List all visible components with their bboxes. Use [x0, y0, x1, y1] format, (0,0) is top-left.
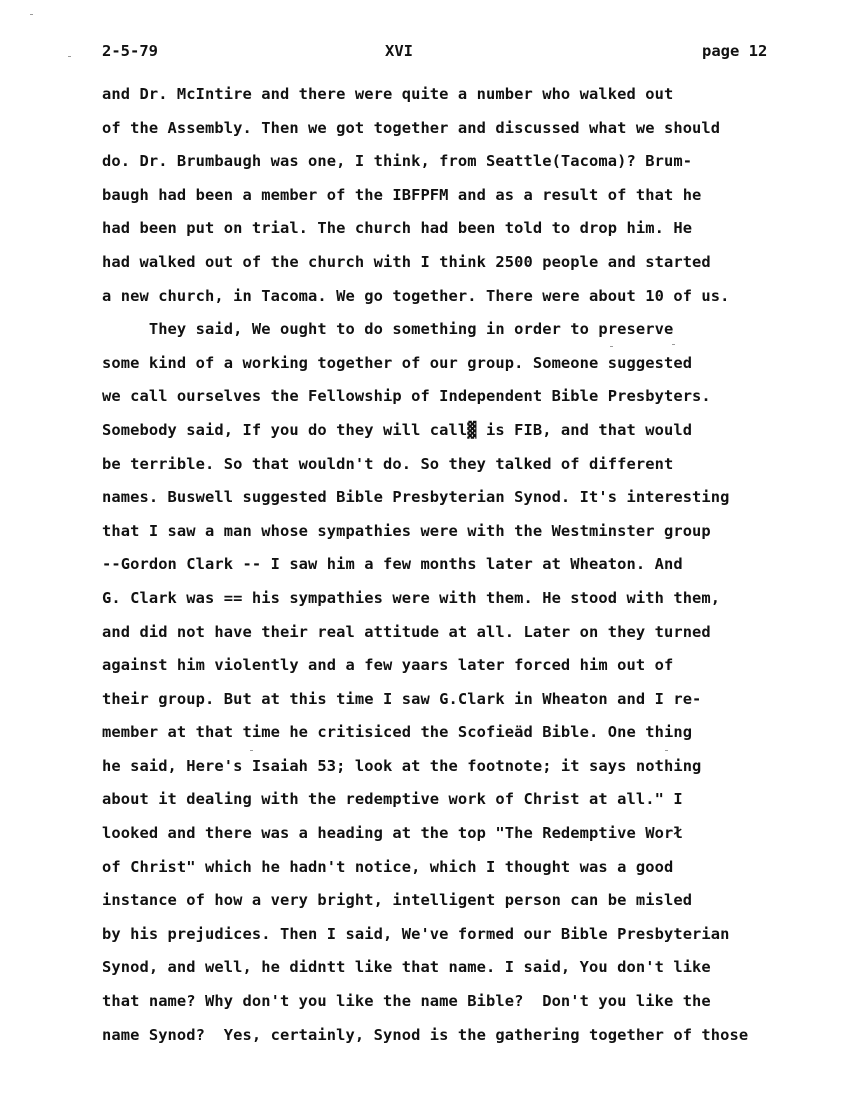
text-line: some kind of a working together of our group. Someone suggested — [102, 353, 693, 372]
text-line: do. Dr. Brumbaugh was one, I think, from Seattle(Tacoma)? Brum- — [102, 152, 693, 171]
scan-speck — [30, 14, 33, 15]
text-line: had been put on trial. The church had been told to drop him. He — [102, 219, 693, 238]
text-line: Somebody said, If you do they will call▓ is FIB, and that would — [102, 420, 693, 439]
text-line: a new church, in Tacoma. We go together. There were about 10 of us. — [102, 286, 730, 305]
text-line: looked and there was a heading at the top "The Redemptive Worł — [102, 824, 683, 843]
text-line: and did not have their real attitude at all. Later on they turned — [102, 622, 711, 641]
document-body — [102, 78, 832, 1052]
header-date: 2-5-79 — [102, 42, 158, 60]
text-line: had walked out of the church with I think 2500 people and started — [102, 252, 711, 271]
text-line: Synod, and well, he didntt like that name. I said, You don't like — [102, 958, 711, 977]
text-line: names. Buswell suggested Bible Presbyterian Synod. It's interesting — [102, 488, 730, 507]
text-line: he said, Here's Isaiah 53; look at the footnote; it says nothing — [102, 756, 702, 775]
text-line: of the Assembly. Then we got together and discussed what we should — [102, 118, 721, 137]
text-line: about it dealing with the redemptive work of Christ at all." I — [102, 790, 683, 809]
text-line: be terrible. So that wouldn't do. So they talked of different — [102, 454, 674, 473]
text-line: we call ourselves the Fellowship of Independent Bible Presbyters. — [102, 387, 711, 406]
text-line: their group. But at this time I saw G.Clark in Wheaton and I re- — [102, 689, 702, 708]
text-line: and Dr. McIntire and there were quite a number who walked out — [102, 85, 674, 103]
scan-speck — [250, 750, 253, 751]
header-page-number: page 12 — [702, 42, 768, 60]
text-line: instance of how a very bright, intelligent person can be misled — [102, 891, 693, 910]
text-line: that name? Why don't you like the name Bible? Don't you like the — [102, 992, 711, 1011]
header-chapter: XVI — [385, 42, 413, 60]
text-line: of Christ" which he hadn't notice, which I thought was a good — [102, 857, 674, 876]
text-line: baugh had been a member of the IBFPFM and as a result of that he — [102, 185, 702, 204]
text-line: G. Clark was == his sympathies were with them. He stood with them, — [102, 588, 721, 607]
text-line: name Synod? Yes, certainly, Synod is the gathering together of those — [102, 1025, 749, 1044]
scan-speck — [665, 750, 668, 751]
text-line: by his prejudices. Then I said, We've formed our Bible Presbyterian — [102, 924, 730, 943]
page-header — [0, 42, 846, 66]
text-line: that I saw a man whose sympathies were with the Westminster group — [102, 521, 711, 540]
text-line: against him violently and a few yaars later forced him out of — [102, 656, 674, 675]
scan-speck — [610, 346, 613, 347]
text-line: member at that time he critisiced the Scofieäd Bible. One thing — [102, 723, 693, 742]
scan-speck — [68, 56, 71, 57]
text-line: --Gordon Clark -- I saw him a few months later at Wheaton. And — [102, 555, 683, 574]
scan-speck — [672, 344, 675, 345]
text-line: They said, We ought to do something in order to preserve — [102, 320, 674, 339]
